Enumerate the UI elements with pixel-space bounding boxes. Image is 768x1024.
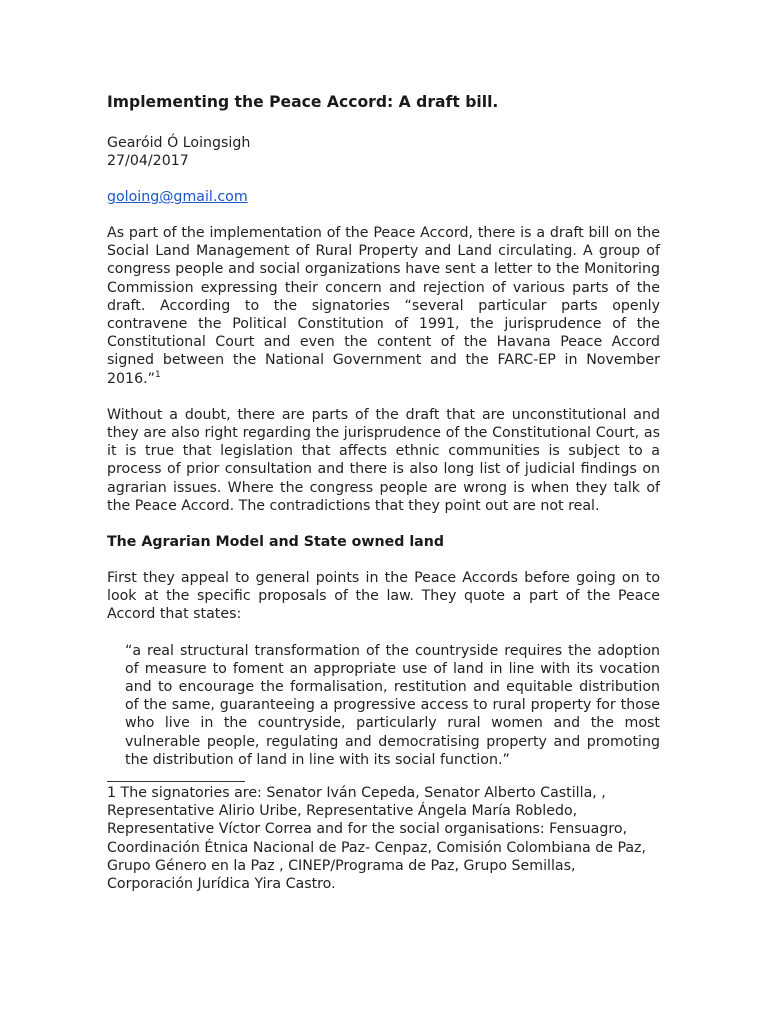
document-title: Implementing the Peace Accord: A draft bill. <box>107 93 499 111</box>
peace-accord-quote: “a real structural transformation of the countryside requires the adoption of measure to foment an appropriate use of land in line with its vocation and to encourage the formalisation, restitution and equitable distribution of the same, guaranteeing a progressive access to rural property for those who live in the countryside, particularly rural women and the most vulnerable people, regulating and democratising property and promoting the distribution of land in line with its social function.” <box>125 642 660 768</box>
paragraph-intro <box>107 224 660 388</box>
section-heading: The Agrarian Model and State owned land <box>107 534 445 551</box>
paragraph-quote-intro: First they appeal to general points in the Peace Accords before going on to look at the specific proposals of the law. They quote a part of the Peace Accord that states: <box>107 570 660 623</box>
footnote-reference[interactable]: 1 <box>154 369 161 380</box>
author-email-link[interactable]: goloing@gmail.com <box>107 189 248 205</box>
footnote: 1 The signatories are: Senator Iván Cepeda, Senator Alberto Castilla, , Representative Alirio Uribe, Representative Ángela María Robledo, Representative Víctor Correa and for the social organisations: Fensuagro, Coordinación Étnica Nacional de Paz- Cenpaz, Comisión Colombiana de Paz, Grupo Género en la Paz , CINEP/Programa de Paz, Grupo Semillas, Corporación Jurídica Yira Castro. <box>107 785 647 893</box>
paragraph-analysis: Without a doubt, there are parts of the draft that are unconstitutional and they are also right regarding the jurisprudence of the Constitutional Court, as it is true that legislation that affects ethnic communities is subject to a process of prior consultation and there is also long list of judicial findings on agrarian issues. Where the congress people are wrong is when they talk of the Peace Accord. The contradictions that they point out are not real. <box>107 406 660 514</box>
author-name: Gearóid Ó Loingsigh <box>107 135 251 151</box>
document-page <box>107 92 660 893</box>
paragraph-intro-text: As part of the implementation of the Peace Accord, there is a draft bill on the Social Land Management of Rural Property and Land circulating. A group of congress people and social organizations have sent a letter to the Monitoring Commission expressing their concern and rejection of various parts of the draft. According to the signatories “several particular parts openly contravene the Political Constitution of 1991, the jurisprudence of the Constitutional Court and even the content of the Havana Peace Accord signed between the National Government and the FARC-EP in November 2016.” <box>107 225 660 387</box>
author-block <box>107 134 660 170</box>
document-date: 27/04/2017 <box>107 153 189 169</box>
footnote-separator <box>107 781 245 782</box>
